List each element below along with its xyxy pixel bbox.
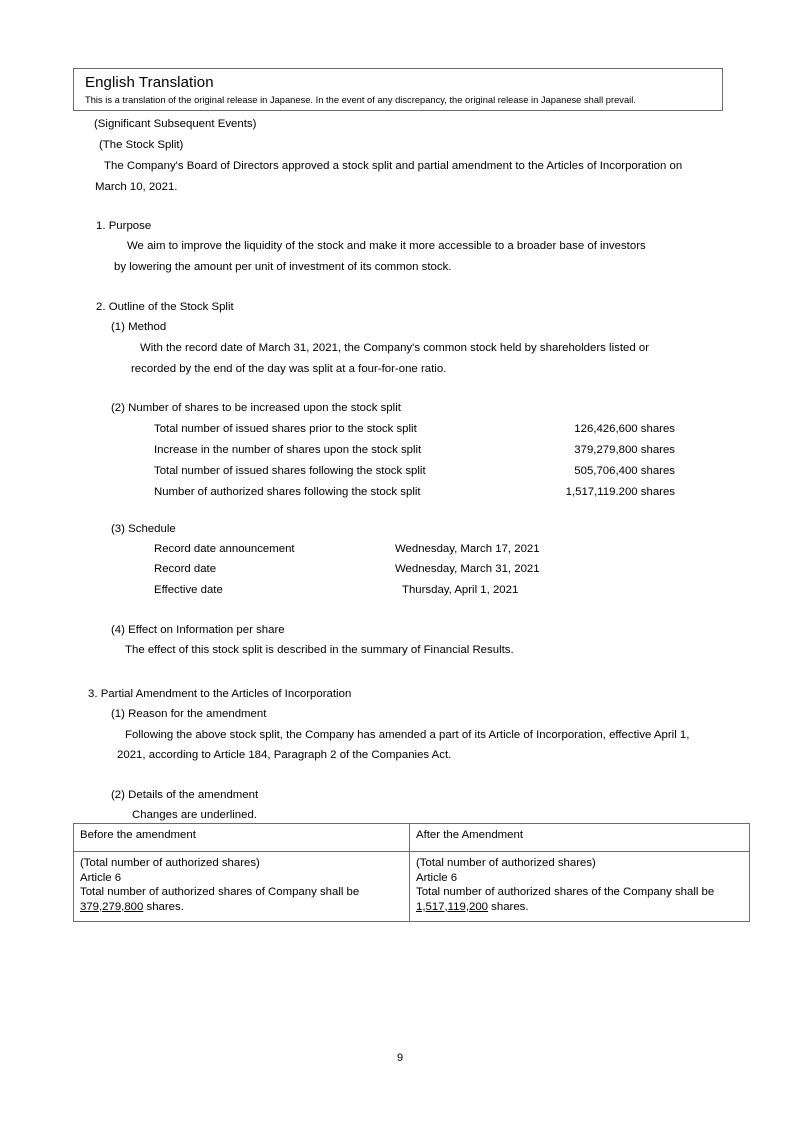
before-underlined-figure: 379,279,800 — [80, 900, 144, 913]
stock-split-heading: (The Stock Split) — [99, 139, 184, 151]
after-line4-tail: shares. — [488, 900, 529, 913]
schedule-row-value: Thursday, April 1, 2021 — [402, 584, 519, 596]
amendment-details-note: Changes are underlined. — [132, 809, 257, 821]
table-header-before: Before the amendment — [74, 824, 410, 852]
shares-row-label: Number of authorized shares following the stock split — [154, 486, 421, 498]
schedule-heading: (3) Schedule — [111, 523, 176, 535]
outline-heading: 2. Outline of the Stock Split — [96, 301, 234, 313]
notice-title: English Translation — [85, 74, 214, 91]
method-line1: With the record date of March 31, 2021, the Company's common stock held by shareholders listed or — [140, 342, 650, 354]
before-line4 — [80, 900, 403, 915]
schedule-row-label: Effective date — [154, 584, 223, 596]
purpose-line2: by lowering the amount per unit of investment of its common stock. — [114, 261, 452, 273]
amendment-reason-line1: Following the above stock split, the Company has amended a part of its Article of Incorporation, effective April 1, — [125, 729, 690, 741]
intro-paragraph-line1: The Company's Board of Directors approved a stock split and partial amendment to the Articles of Incorporation on — [104, 160, 683, 172]
table-cell-after — [410, 852, 750, 922]
before-line3: Total number of authorized shares of Company shall be — [80, 886, 360, 899]
amendment-comparison-table — [73, 823, 750, 922]
schedule-row-value: Wednesday, March 31, 2021 — [395, 563, 540, 575]
amendment-heading: 3. Partial Amendment to the Articles of Incorporation — [88, 688, 352, 700]
after-line4 — [416, 900, 743, 915]
intro-paragraph-line2: March 10, 2021. — [95, 181, 178, 193]
effect-heading: (4) Effect on Information per share — [111, 624, 285, 636]
purpose-line1: We aim to improve the liquidity of the stock and make it more accessible to a broader base of investors — [127, 240, 646, 252]
shares-row-value: 126,426,600 shares — [574, 423, 675, 435]
shares-row-label: Total number of issued shares prior to the stock split — [154, 423, 417, 435]
amendment-reason-heading: (1) Reason for the amendment — [111, 708, 267, 720]
significant-events-heading: (Significant Subsequent Events) — [94, 118, 257, 130]
shares-heading: (2) Number of shares to be increased upon the stock split — [111, 402, 401, 414]
table-header-row — [74, 824, 750, 852]
table-row — [74, 852, 750, 922]
shares-row-label: Increase in the number of shares upon the stock split — [154, 444, 422, 456]
purpose-heading: 1. Purpose — [96, 220, 152, 232]
after-line2: Article 6 — [416, 871, 458, 884]
page-number: 9 — [396, 1052, 404, 1064]
shares-row-value: 505,706,400 shares — [574, 465, 675, 477]
after-underlined-figure: 1,517,119,200 — [416, 900, 488, 913]
before-line4-tail: shares. — [143, 900, 184, 913]
effect-line1: The effect of this stock split is described in the summary of Financial Results. — [125, 644, 514, 656]
method-line2: recorded by the end of the day was split at a four-for-one ratio. — [131, 363, 447, 375]
after-line1: (Total number of authorized shares) — [416, 857, 596, 869]
shares-row-label: Total number of issued shares following the stock split — [154, 465, 426, 477]
notice-disclaimer: This is a translation of the original release in Japanese. In the event of any discrepancy, the original release in Japanese shall prevail. — [85, 95, 636, 105]
shares-row-value: 379,279,800 shares — [574, 444, 675, 456]
amendment-details-heading: (2) Details of the amendment — [111, 789, 259, 801]
table-header-after: After the Amendment — [410, 824, 750, 852]
english-translation-notice — [73, 68, 723, 111]
schedule-row-value: Wednesday, March 17, 2021 — [395, 543, 540, 555]
after-line3: Total number of authorized shares of the Company shall be — [416, 886, 715, 899]
schedule-row-label: Record date announcement — [154, 543, 295, 555]
shares-row-value: 1,517,119.200 shares — [565, 486, 675, 498]
amendment-reason-line2: 2021, according to Article 184, Paragraph 2 of the Companies Act. — [117, 749, 452, 761]
method-heading: (1) Method — [111, 321, 167, 333]
before-line2: Article 6 — [80, 871, 122, 884]
table-cell-before — [74, 852, 410, 922]
schedule-row-label: Record date — [154, 563, 217, 575]
before-line1: (Total number of authorized shares) — [80, 857, 260, 869]
